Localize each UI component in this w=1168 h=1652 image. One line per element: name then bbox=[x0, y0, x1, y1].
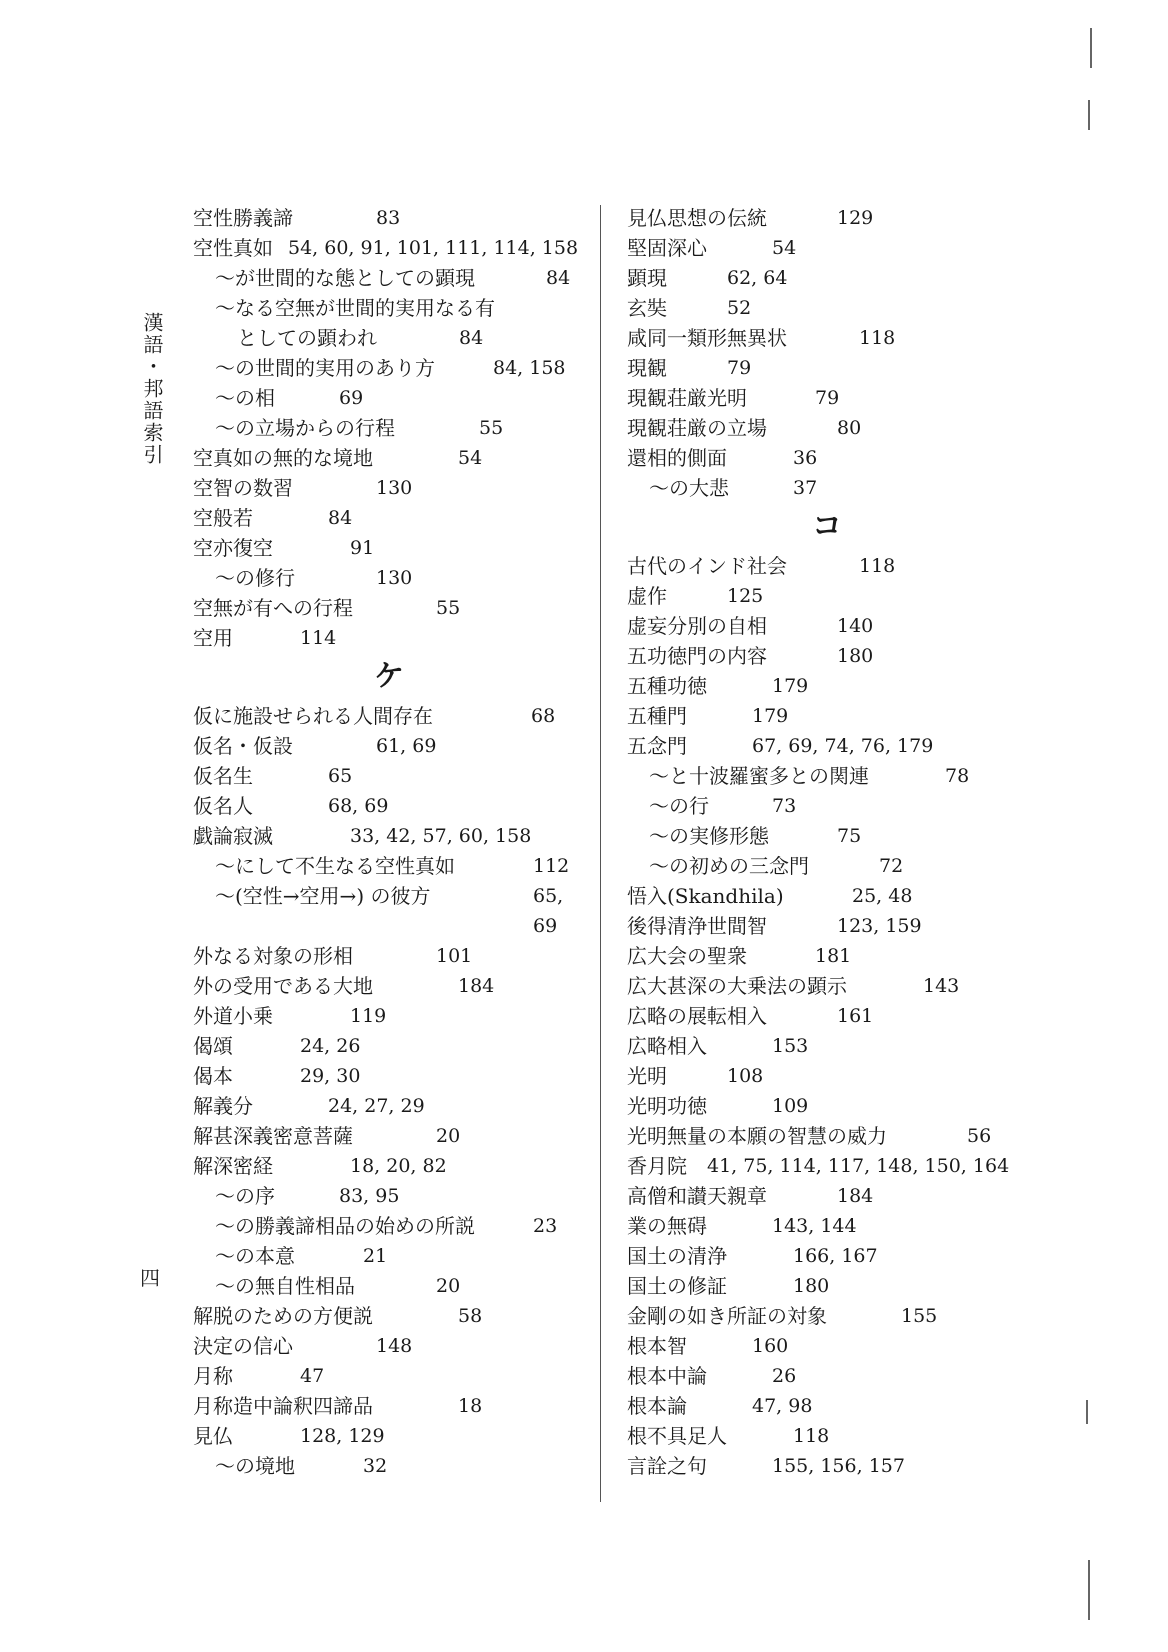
index-term: 根本論 bbox=[627, 1394, 687, 1418]
index-page-refs: 155, 156, 157 bbox=[772, 1455, 905, 1477]
index-term: 還相的側面 bbox=[627, 446, 727, 470]
index-term: 外道小乗 bbox=[193, 1004, 273, 1028]
index-term: 月称 bbox=[193, 1364, 233, 1388]
index-page-refs: 179 bbox=[772, 675, 809, 697]
index-term: 解深密経 bbox=[193, 1154, 273, 1178]
index-page-refs: 160 bbox=[752, 1335, 789, 1357]
index-entry bbox=[627, 353, 1027, 383]
index-entry bbox=[627, 1391, 1027, 1421]
index-term: 解義分 bbox=[193, 1094, 253, 1118]
index-page-refs: 67, 69, 74, 76, 179 bbox=[752, 735, 934, 757]
index-entry bbox=[627, 473, 1027, 503]
index-term: ～の初めの三念門 bbox=[649, 854, 809, 878]
index-entry bbox=[193, 593, 585, 623]
index-term: ～の無自性相品 bbox=[215, 1274, 355, 1298]
index-entry bbox=[193, 1451, 585, 1481]
index-term: ～の世間的実用のあり方 bbox=[215, 356, 435, 380]
index-term: 五念門 bbox=[627, 734, 687, 758]
index-term: 光明無量の本願の智慧の威力 bbox=[627, 1124, 887, 1148]
index-page-refs: 114 bbox=[300, 627, 337, 649]
index-term: ～の立場からの行程 bbox=[215, 416, 395, 440]
index-entry bbox=[627, 971, 1027, 1001]
index-term: ～の勝義諦相品の始めの所説 bbox=[215, 1214, 475, 1238]
index-entry bbox=[193, 1301, 585, 1331]
index-entry bbox=[627, 731, 1027, 761]
index-term: 悟入(Skandhila) bbox=[627, 884, 784, 908]
index-entry bbox=[627, 821, 1027, 851]
index-page-refs: 80 bbox=[837, 417, 862, 439]
index-page-refs: 21 bbox=[363, 1245, 388, 1267]
index-entry bbox=[193, 1001, 585, 1031]
index-entry bbox=[193, 761, 585, 791]
index-page-refs: 54, 60, 91, 101, 111, 114, 158 bbox=[288, 237, 579, 259]
index-page-refs: 56 bbox=[967, 1125, 992, 1147]
index-page-refs: 180 bbox=[837, 645, 874, 667]
index-term: 偈本 bbox=[193, 1064, 233, 1088]
index-term: 外の受用である大地 bbox=[193, 974, 373, 998]
index-term: 仮名生 bbox=[193, 764, 253, 788]
index-page-refs: 84 bbox=[328, 507, 353, 529]
index-page-refs: 25, 48 bbox=[852, 885, 913, 907]
index-entry bbox=[627, 791, 1027, 821]
index-entry bbox=[627, 323, 1027, 353]
index-entry bbox=[193, 1421, 585, 1451]
index-page-refs: 128, 129 bbox=[300, 1425, 385, 1447]
index-page-refs: 18 bbox=[458, 1395, 483, 1417]
index-term: 現観 bbox=[627, 356, 667, 380]
index-page-refs: 72 bbox=[879, 855, 904, 877]
index-term: 仮名人 bbox=[193, 794, 253, 818]
index-entry bbox=[193, 971, 585, 1001]
index-entry bbox=[627, 413, 1027, 443]
index-page-refs: 140 bbox=[837, 615, 874, 637]
index-entry bbox=[193, 1121, 585, 1151]
scan-edge-mark bbox=[1090, 28, 1092, 68]
index-entry bbox=[627, 851, 1027, 881]
index-term: 古代のインド社会 bbox=[627, 554, 787, 578]
index-term: 広略相入 bbox=[627, 1034, 707, 1058]
index-page-refs: 33, 42, 57, 60, 158 bbox=[350, 825, 532, 847]
index-entry bbox=[627, 1211, 1027, 1241]
index-term: ～の行 bbox=[649, 794, 709, 818]
index-page-refs: 37 bbox=[793, 477, 818, 499]
index-entry bbox=[193, 1361, 585, 1391]
index-entry bbox=[627, 1451, 1027, 1481]
index-page-refs: 20 bbox=[436, 1125, 461, 1147]
index-page-refs: 65, bbox=[533, 885, 564, 907]
index-term: 空用 bbox=[193, 626, 233, 650]
index-entry bbox=[193, 1391, 585, 1421]
index-entry bbox=[193, 443, 585, 473]
index-entry bbox=[193, 1211, 585, 1241]
index-term: ～の実修形態 bbox=[649, 824, 769, 848]
index-entry bbox=[627, 671, 1027, 701]
index-entry bbox=[193, 1031, 585, 1061]
index-entry bbox=[627, 761, 1027, 791]
index-entry bbox=[193, 791, 585, 821]
index-entry bbox=[627, 581, 1027, 611]
index-entry bbox=[193, 203, 585, 233]
index-entry bbox=[193, 941, 585, 971]
index-term: ～にして不生なる空性真如 bbox=[215, 854, 455, 878]
index-term: 根不具足人 bbox=[627, 1424, 727, 1448]
section-heading: コ bbox=[812, 509, 842, 544]
index-entry bbox=[627, 1271, 1027, 1301]
index-page-refs: 112 bbox=[533, 855, 570, 877]
page-number: 四 bbox=[140, 1266, 160, 1290]
index-page-refs: 55 bbox=[479, 417, 504, 439]
index-term: 後得清浄世間智 bbox=[627, 914, 767, 938]
index-page-refs: 24, 26 bbox=[300, 1035, 361, 1057]
index-term: 空無が有への行程 bbox=[193, 596, 353, 620]
index-term: 空性勝義諦 bbox=[193, 206, 293, 230]
scan-edge-mark bbox=[1088, 1560, 1090, 1620]
index-term: 五功徳門の内容 bbox=[627, 644, 767, 668]
index-page-refs: 65 bbox=[328, 765, 353, 787]
index-page-refs: 55 bbox=[436, 597, 461, 619]
index-entry bbox=[627, 263, 1027, 293]
index-entry bbox=[193, 731, 585, 761]
index-entry bbox=[193, 1271, 585, 1301]
index-page-refs: 129 bbox=[837, 207, 874, 229]
index-entry bbox=[193, 503, 585, 533]
index-entry bbox=[627, 293, 1027, 323]
index-term: 広略の展転相入 bbox=[627, 1004, 767, 1028]
index-entry bbox=[627, 233, 1027, 263]
index-page-refs: 153 bbox=[772, 1035, 809, 1057]
index-page-refs: 184 bbox=[458, 975, 495, 997]
index-entry bbox=[193, 911, 585, 941]
index-term: 解甚深義密意菩薩 bbox=[193, 1124, 353, 1148]
index-term: 光明功徳 bbox=[627, 1094, 707, 1118]
index-term: 空真如の無的な境地 bbox=[193, 446, 373, 470]
index-page-refs: 78 bbox=[945, 765, 970, 787]
index-entry bbox=[193, 881, 585, 911]
index-entry bbox=[193, 851, 585, 881]
index-page-refs: 109 bbox=[772, 1095, 809, 1117]
index-page-refs: 47, 98 bbox=[752, 1395, 813, 1417]
index-page-refs: 143 bbox=[923, 975, 960, 997]
index-term: 仮名・仮設 bbox=[193, 734, 293, 758]
index-term: 空般若 bbox=[193, 506, 253, 530]
index-term: 空智の数習 bbox=[193, 476, 293, 500]
index-term: ～の相 bbox=[215, 386, 275, 410]
index-term: としての顕われ bbox=[237, 326, 377, 350]
index-term: 業の無碍 bbox=[627, 1214, 707, 1238]
index-entry bbox=[627, 383, 1027, 413]
index-entry bbox=[627, 1301, 1027, 1331]
index-entry bbox=[193, 293, 585, 323]
index-page-refs: 62, 64 bbox=[727, 267, 788, 289]
index-entry bbox=[627, 611, 1027, 641]
index-entry bbox=[193, 533, 585, 563]
column-divider bbox=[600, 205, 601, 1502]
index-entry bbox=[193, 623, 585, 653]
index-entry bbox=[627, 1421, 1027, 1451]
index-page-refs: 69 bbox=[339, 387, 364, 409]
index-entry bbox=[193, 1241, 585, 1271]
index-entry bbox=[193, 323, 585, 353]
index-page-refs: 36 bbox=[793, 447, 818, 469]
index-term: 空亦復空 bbox=[193, 536, 273, 560]
index-entry bbox=[193, 473, 585, 503]
index-page-refs: 179 bbox=[752, 705, 789, 727]
index-page-refs: 101 bbox=[436, 945, 473, 967]
index-page-refs: 18, 20, 82 bbox=[350, 1155, 447, 1177]
index-page-refs: 84 bbox=[459, 327, 484, 349]
index-term: 虚作 bbox=[627, 584, 667, 608]
index-term: 広大会の聖衆 bbox=[627, 944, 747, 968]
index-term: 虚妄分別の自相 bbox=[627, 614, 767, 638]
index-term: 現観荘厳の立場 bbox=[627, 416, 767, 440]
index-page-refs: 26 bbox=[772, 1365, 797, 1387]
index-entry bbox=[627, 911, 1027, 941]
index-entry bbox=[627, 1331, 1027, 1361]
index-page-refs: 54 bbox=[458, 447, 483, 469]
index-term: 国土の清浄 bbox=[627, 1244, 727, 1268]
index-entry bbox=[627, 941, 1027, 971]
index-term: 国土の修証 bbox=[627, 1274, 727, 1298]
index-entry bbox=[627, 1121, 1027, 1151]
index-term: 根本中論 bbox=[627, 1364, 707, 1388]
index-page-refs: 91 bbox=[350, 537, 375, 559]
index-entry bbox=[627, 1151, 1027, 1181]
index-page-refs: 130 bbox=[376, 477, 413, 499]
index-page-refs: 84 bbox=[546, 267, 571, 289]
index-term: ～が世間的な態としての顕現 bbox=[215, 266, 475, 290]
index-entry bbox=[627, 1061, 1027, 1091]
index-page-refs: 58 bbox=[458, 1305, 483, 1327]
index-page-refs: 155 bbox=[901, 1305, 938, 1327]
index-page-refs: 180 bbox=[793, 1275, 830, 1297]
index-term: 現観荘厳光明 bbox=[627, 386, 747, 410]
index-term: ～の大悲 bbox=[649, 476, 729, 500]
index-page-refs: 69 bbox=[533, 915, 558, 937]
index-entry bbox=[193, 1181, 585, 1211]
index-page-refs: 123, 159 bbox=[837, 915, 922, 937]
index-term: 高僧和讃天親章 bbox=[627, 1184, 767, 1208]
index-page-refs: 125 bbox=[727, 585, 764, 607]
index-page-refs: 83 bbox=[376, 207, 401, 229]
index-entry bbox=[193, 563, 585, 593]
index-page-refs: 75 bbox=[837, 825, 862, 847]
index-page-refs: 79 bbox=[815, 387, 840, 409]
index-term: 根本智 bbox=[627, 1334, 687, 1358]
index-term: 空性真如 bbox=[193, 236, 273, 260]
index-entry bbox=[193, 1091, 585, 1121]
index-page-refs: 130 bbox=[376, 567, 413, 589]
index-term: 言詮之句 bbox=[627, 1454, 707, 1478]
index-page-refs: 83, 95 bbox=[339, 1185, 400, 1207]
index-page-refs: 47 bbox=[300, 1365, 325, 1387]
index-term: 偈頌 bbox=[193, 1034, 233, 1058]
scan-edge-mark bbox=[1086, 1400, 1088, 1424]
index-page-refs: 161 bbox=[837, 1005, 874, 1027]
index-entry bbox=[627, 443, 1027, 473]
index-entry bbox=[627, 551, 1027, 581]
index-term: 決定の信心 bbox=[193, 1334, 293, 1358]
index-page-refs: 29, 30 bbox=[300, 1065, 361, 1087]
index-page-refs: 32 bbox=[363, 1455, 388, 1477]
index-page-refs: 84, 158 bbox=[493, 357, 566, 379]
index-entry bbox=[193, 263, 585, 293]
index-term: 解脱のための方便説 bbox=[193, 1304, 373, 1328]
index-entry bbox=[193, 383, 585, 413]
index-entry bbox=[627, 1001, 1027, 1031]
index-page-refs: 118 bbox=[859, 327, 896, 349]
index-page-refs: 79 bbox=[727, 357, 752, 379]
index-page-refs: 181 bbox=[815, 945, 852, 967]
index-term: 堅固深心 bbox=[627, 236, 707, 260]
index-entry bbox=[193, 821, 585, 851]
index-entry bbox=[627, 1361, 1027, 1391]
index-entry bbox=[627, 881, 1027, 911]
section-heading: ケ bbox=[374, 659, 404, 694]
index-page-refs: 118 bbox=[793, 1425, 830, 1447]
index-term: 五種門 bbox=[627, 704, 687, 728]
index-page-refs: 24, 27, 29 bbox=[328, 1095, 425, 1117]
index-page-refs: 73 bbox=[772, 795, 797, 817]
index-entry bbox=[627, 1091, 1027, 1121]
index-entry bbox=[193, 353, 585, 383]
index-entry bbox=[627, 1241, 1027, 1271]
index-term: ～の境地 bbox=[215, 1454, 295, 1478]
index-page-refs: 61, 69 bbox=[376, 735, 437, 757]
index-term: 見仏思想の伝統 bbox=[627, 206, 767, 230]
index-term: 広大甚深の大乗法の顕示 bbox=[627, 974, 847, 998]
index-term: 外なる対象の形相 bbox=[193, 944, 353, 968]
index-entry bbox=[627, 1031, 1027, 1061]
index-page-refs: 119 bbox=[350, 1005, 387, 1027]
index-page-refs: 54 bbox=[772, 237, 797, 259]
scan-edge-mark bbox=[1088, 100, 1090, 130]
index-column-left bbox=[193, 203, 585, 1481]
index-term: ～(空性→空用→) の彼方 bbox=[215, 884, 431, 908]
index-page-refs: 166, 167 bbox=[793, 1245, 878, 1267]
index-column-right bbox=[627, 203, 1027, 1481]
index-term: 見仏 bbox=[193, 1424, 233, 1448]
running-head-vertical: 漢語・邦語索引 bbox=[140, 312, 164, 466]
index-term: ～の序 bbox=[215, 1184, 275, 1208]
index-term: 仮に施設せられる人間存在 bbox=[193, 704, 433, 728]
index-page-refs: 52 bbox=[727, 297, 752, 319]
index-term: 顕現 bbox=[627, 266, 667, 290]
index-term: ～の本意 bbox=[215, 1244, 295, 1268]
index-page-refs: 23 bbox=[533, 1215, 558, 1237]
index-term: 戯論寂滅 bbox=[193, 824, 273, 848]
index-page-refs: 41, 75, 114, 117, 148, 150, 164 bbox=[707, 1155, 1010, 1177]
index-page-refs: 20 bbox=[436, 1275, 461, 1297]
index-term: ～なる空無が世間的実用なる有 bbox=[215, 296, 495, 320]
index-term: 月称造中論釈四諦品 bbox=[193, 1394, 373, 1418]
index-page-refs: 118 bbox=[859, 555, 896, 577]
index-term: 金剛の如き所証の対象 bbox=[627, 1304, 827, 1328]
index-term: ～と十波羅蜜多との関連 bbox=[649, 764, 869, 788]
index-entry bbox=[627, 203, 1027, 233]
index-entry bbox=[193, 701, 585, 731]
index-term: 五種功徳 bbox=[627, 674, 707, 698]
index-entry bbox=[627, 1181, 1027, 1211]
index-entry bbox=[627, 641, 1027, 671]
index-term: 香月院 bbox=[627, 1154, 687, 1178]
index-page-refs: 68 bbox=[531, 705, 556, 727]
index-term: 玄奘 bbox=[627, 296, 667, 320]
index-entry bbox=[193, 1151, 585, 1181]
index-entry bbox=[193, 1061, 585, 1091]
index-entry bbox=[193, 413, 585, 443]
index-term: ～の修行 bbox=[215, 566, 295, 590]
index-page-refs: 108 bbox=[727, 1065, 764, 1087]
index-term: 光明 bbox=[627, 1064, 667, 1088]
index-page-refs: 184 bbox=[837, 1185, 874, 1207]
index-page-refs: 148 bbox=[376, 1335, 413, 1357]
index-entry bbox=[627, 701, 1027, 731]
index-page-refs: 68, 69 bbox=[328, 795, 389, 817]
index-entry bbox=[193, 1331, 585, 1361]
index-entry bbox=[193, 233, 585, 263]
index-term: 咸同一類形無異状 bbox=[627, 326, 787, 350]
index-page-refs: 143, 144 bbox=[772, 1215, 857, 1237]
